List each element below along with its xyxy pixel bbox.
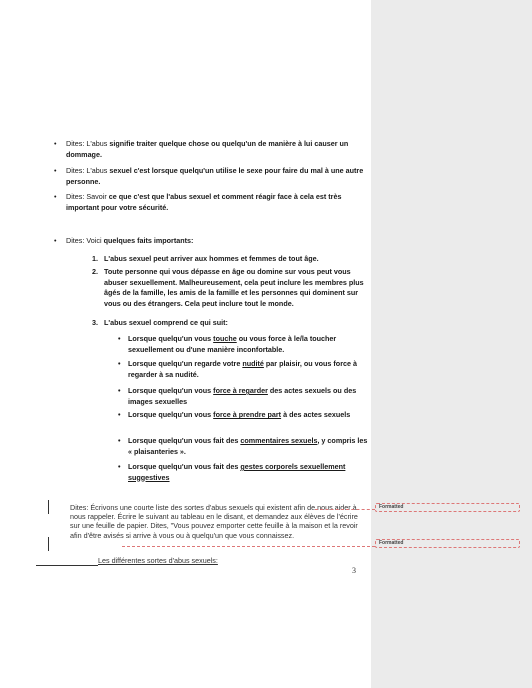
bullet-text: sexuel c'est lorsque quelqu'un utilise le sexe pour faire du mal à une autre personne. [66, 166, 364, 186]
markup-pane [371, 0, 532, 688]
bullet-dot: • [54, 166, 57, 175]
instruction-paragraph: Dites: Écrivons une courte liste des sortes d'abus sexuels qui existent afin de nous aider à nous rappeler. Écrire le suivant au tableau en le disant, et demandez aux élèves de l'écrire sur une feuille de papier. Dites, "Vous pouvez emporter cette feuille à la maison et la revoir afin d'être avisés si arrive à vous ou à quelqu'un que vous connaissez. [70, 503, 358, 540]
bullet-dot: • [118, 410, 121, 419]
bullet-dot: • [54, 192, 57, 201]
bullet-dot: • [118, 386, 121, 395]
fact-text: L'abus sexuel peut arriver aux hommes et femmes de tout âge. [104, 254, 319, 263]
example-emphasis: commentaires sexuels [240, 436, 318, 445]
example-text: par plaisir, ou vous force à regarder à sa nudité. [128, 359, 357, 379]
example-text: Lorsque quelqu'un vous [128, 410, 214, 419]
fact-text: Toute personne qui vous dépasse en âge ou domine sur vous peut vous abuser sexuellement. Malheureusement, cela peut inclure les membres plus âgés de la famille, les amis de la famille et les personnes qui dominent sur vous ou des étrangers. Cela peut inclure tout le monde. [104, 267, 364, 308]
example-emphasis: touche [213, 334, 237, 343]
revision-bar [48, 537, 49, 551]
bullet-text: quelques faits importants: [103, 236, 194, 245]
fact-number: 3. [92, 318, 98, 327]
bullet-prefix: Dites: L'abus [66, 166, 108, 175]
example-text: Lorsque quelqu'un regarde votre [128, 359, 243, 368]
example-text: , y compris les « plaisanteries ». [128, 436, 368, 456]
comment-connector [122, 546, 375, 547]
example-text: à des actes sexuels [281, 410, 351, 419]
bullet-prefix: Dites: L'abus [66, 139, 108, 148]
page-number: 3 [352, 566, 356, 575]
list-caption: Les différentes sortes d'abus sexuels: [98, 556, 218, 565]
example-text: Lorsque quelqu'un vous [128, 386, 214, 395]
example-text: des actes sexuels ou des images sexuelles [128, 386, 357, 406]
example-text: Lorsque quelqu'un vous fait des [128, 462, 241, 471]
caption-rule [36, 565, 98, 566]
bullet-text: ce que c'est que l'abus sexuel et comment réagir face à cela est très important pour votre sécurité. [66, 192, 342, 212]
example-text: Lorsque quelqu'un vous fait des [128, 436, 241, 445]
fact-text: L'abus sexuel comprend ce qui suit: [104, 318, 228, 327]
bullet-prefix: Dites: Voici [66, 236, 102, 245]
bullet-dot: • [54, 236, 57, 245]
bullet-dot: • [118, 334, 121, 343]
bullet-dot: • [118, 359, 121, 368]
formatted-comment[interactable]: Formatted [375, 503, 520, 512]
formatted-comment[interactable]: Formatted [375, 539, 520, 548]
revision-bar [48, 500, 49, 514]
example-emphasis: nudité [242, 359, 264, 368]
fact-number: 1. [92, 254, 98, 263]
example-text: Lorsque quelqu'un vous [128, 334, 214, 343]
bullet-dot: • [118, 462, 121, 471]
bullet-prefix: Dites: Savoir [66, 192, 107, 201]
bullet-dot: • [54, 139, 57, 148]
bullet-dot: • [118, 436, 121, 445]
example-emphasis: force à prendre part [213, 410, 282, 419]
example-emphasis: gestes corporels sexuellement suggestives [128, 462, 346, 482]
comment-connector [315, 509, 375, 510]
fact-number: 2. [92, 267, 98, 276]
bullet-text: signifie traiter quelque chose ou quelqu'un de manière à lui causer un dommage. [66, 139, 349, 159]
example-text: ou vous force à le/la toucher sexuellement ou d'une manière inconfortable. [128, 334, 337, 354]
example-emphasis: force à regarder [213, 386, 268, 395]
